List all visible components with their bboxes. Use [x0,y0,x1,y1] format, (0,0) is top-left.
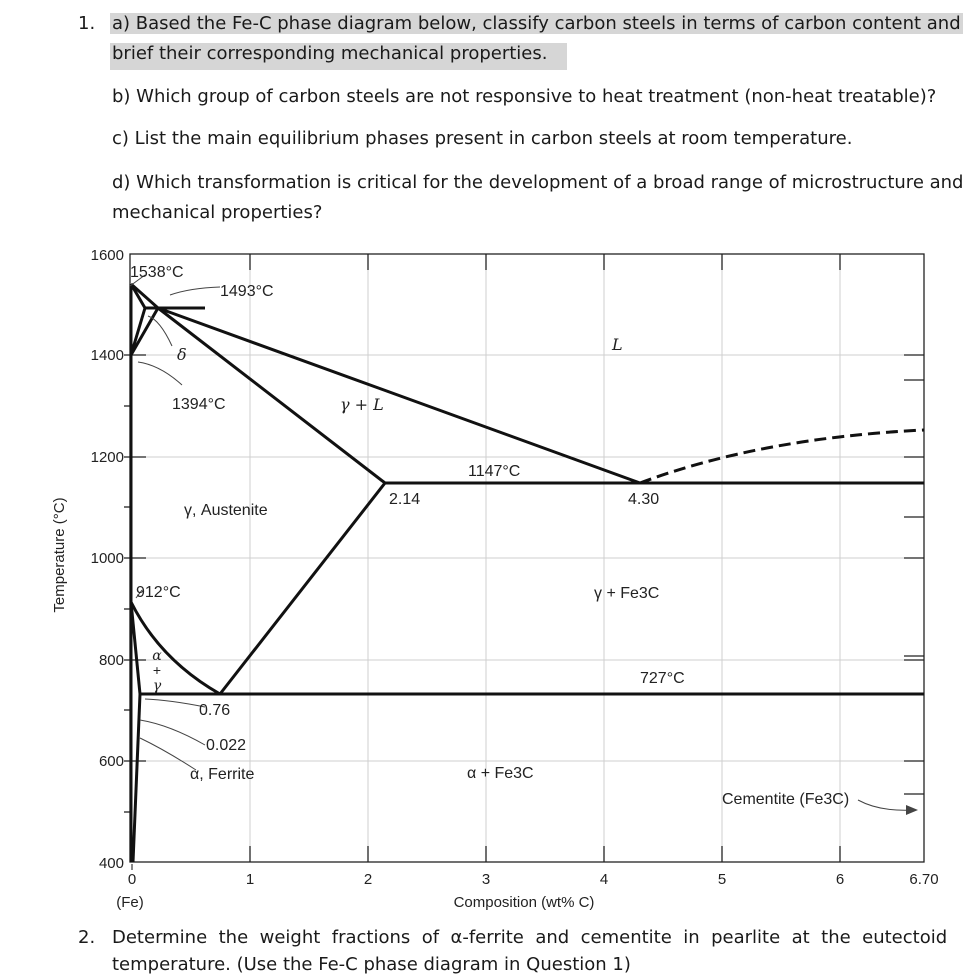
question-1c: c) List the main equilibrium phases present in carbon steels at room temperature. [112,128,853,149]
question-2-line-1: Determine the weight fractions of α-ferrite and cementite in pearlite at the eutectoid [112,927,948,948]
x-tick-label-6: 6 [835,871,845,888]
alpha-solvus-lower [133,694,140,862]
label-1538: 1538°C [130,264,184,281]
label-2-14: 2.14 [389,491,421,508]
question-1d-line-2: mechanical properties? [112,202,323,223]
label-0-022: 0.022 [206,737,247,754]
label-alpha-gamma-plus: + [152,662,162,678]
diagram-labels [130,264,849,808]
x-axis-title: Composition (wt% C) [453,894,595,911]
y-tick-label-400: 400 [98,855,124,872]
label-1394: 1394°C [172,396,226,413]
label-austenite: γ, Austenite [184,502,268,519]
y-tick-label-1600: 1600 [90,247,124,264]
x-tick-label-0: 0 [127,871,137,888]
x-tick-label-6-70: 6.70 [909,871,939,888]
y-tick-labels [91,247,124,872]
label-1493: 1493°C [220,283,274,300]
question-1d-line-1: d) Which transformation is critical for the development of a broad range of microstructure and [112,172,964,193]
label-727: 727°C [640,670,685,687]
x-tick-labels [128,871,939,888]
y-tick-label-600: 600 [98,753,124,770]
question-2-line-2: temperature. (Use the Fe-C phase diagram in Question 1) [112,954,631,975]
question-1b: b) Which group of carbon steels are not responsive to heat treatment (non-heat treatable)? [112,86,937,107]
y-tick-label-800: 800 [98,652,124,669]
label-0-76: 0.76 [199,702,231,719]
label-1147: 1147°C [468,463,521,480]
question-1a-line-1: a) Based the Fe-C phase diagram below, classify carbon steels in terms of carbon content and [112,13,961,34]
label-gamma-plus-l: γ + L [340,395,384,414]
label-gamma-fe3c: γ + Fe3C [594,585,660,602]
x-sub-label-fe: (Fe) [116,894,144,911]
question-1-number: 1. [78,13,96,34]
liquidus-line [131,284,640,483]
cementite-arrowhead [906,805,918,815]
x-tick-label-4: 4 [599,871,609,888]
a3-line [131,602,220,694]
label-ferrite: α, Ferrite [190,766,255,783]
y-tick-label-1400: 1400 [90,347,124,364]
label-cementite: Cementite (Fe3C) [722,791,850,808]
label-alpha-fe3c: α + Fe3C [467,765,534,782]
label-liquid: L [612,335,623,354]
question-2-number: 2. [78,927,96,948]
x-tick-label-5: 5 [717,871,727,888]
y-tick-label-1200: 1200 [90,449,124,466]
label-alpha-gamma-alpha: α [152,648,162,664]
delta-gamma-boundary-right [131,308,158,355]
question-1a-line-2: brief their corresponding mechanical properties. [110,39,567,69]
label-delta: δ [177,345,187,364]
x-tick-label-2: 2 [363,871,373,888]
label-alpha-gamma-gamma: γ [152,678,162,694]
label-4-30: 4.30 [628,491,660,508]
x-tick-label-3: 3 [481,871,491,888]
x-tick-label-1: 1 [245,871,255,888]
y-axis-title: Temperature (°C) [51,497,68,613]
y-tick-label-1000: 1000 [90,550,124,567]
label-912: 912°C [136,584,181,601]
